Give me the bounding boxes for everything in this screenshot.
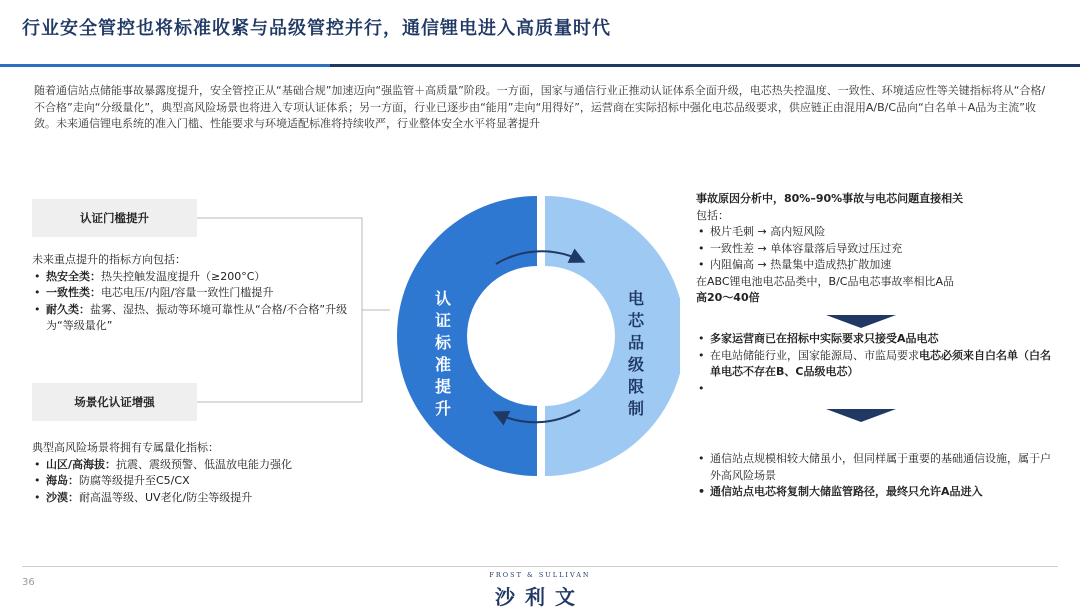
list-item: • 热安全类：热失控触发温度提升（≥200°C） xyxy=(32,269,367,286)
block-lead: 典型高风险场景将拥有专属量化指标： xyxy=(32,441,219,454)
block-heading: 事故原因分析中，80%–90%事故与电芯问题直接相关 xyxy=(696,192,964,205)
page-title: 行业安全管控也将标准收紧与品级管控并行，通信锂电进入高质量时代 xyxy=(22,18,611,39)
list-item: • 一致性差 → 单体容量落后导致过压过充 xyxy=(696,241,1056,258)
page-number: 36 xyxy=(22,577,35,588)
block-tail: 在ABC锂电池电芯品类中，B/C品电芯事故率相比A品 xyxy=(696,274,955,288)
list-item: • 极片毛刺 → 高内短风险 xyxy=(696,224,1056,241)
list-item: • 多家运营商已在招标中实际要求只接受A品电芯 xyxy=(696,331,1056,348)
list-item: • 内阻偏高 → 热量集中造成热扩散加速 xyxy=(696,257,1056,274)
scenario-cert-block xyxy=(32,440,367,506)
chevron-down-icon xyxy=(826,315,896,329)
chevron-down-icon xyxy=(826,409,896,423)
block-tail-bold: 高20～40倍 xyxy=(696,291,760,304)
list-item: • 沙漠：耐高温等级、UV老化/防尘等级提升 xyxy=(32,490,367,507)
ring-right-half xyxy=(545,196,680,476)
list-item: • 山区/高海拔：抗震、震级预警、低温放电能力强化 xyxy=(32,457,367,474)
list-item: • 通信站点电芯将复制大储监管路径，最终只允许A品进入 xyxy=(696,484,1056,501)
scenario-cert-tag: 场景化认证增强 xyxy=(32,383,197,421)
ring-left-label: 认 证 标 准 提 升 xyxy=(434,289,451,418)
list-item: • 耐久类：盐雾、湿热、振动等环境可靠性从“合格/不合格”升级为“等级量化” xyxy=(32,302,367,335)
ring-right-label: 电 芯 品 级 限 制 xyxy=(627,289,644,418)
operator-requirement-block xyxy=(696,331,1056,381)
telecom-site-block xyxy=(696,451,1056,501)
cert-threshold-tag: 认证门槛提升 xyxy=(32,199,197,237)
block-lead: 未来重点提升的指标方向包括： xyxy=(32,253,186,266)
footer-divider xyxy=(22,566,1058,567)
list-item: • 通信站点规模相较大储虽小，但同样属于重要的基础通信设施，属于户外高风险场景 xyxy=(696,451,1056,484)
list-item: • 在电站储能行业，国家能源局、市监局要求电芯必须来自白名单（白名单电芯不存在B、C品级电芯） xyxy=(696,348,1056,381)
brand-logo-text: FROST & SULLIVAN xyxy=(489,571,591,579)
cert-threshold-block xyxy=(32,252,367,335)
block-lead: 包括： xyxy=(696,208,729,222)
list-item: • 一致性类：电芯电压/内阻/容量一致性门槛提升 xyxy=(32,285,367,302)
list-item: • 海岛：防腐等级提升至C5/CX xyxy=(32,473,367,490)
brand-logo: 沙利文 xyxy=(495,585,585,609)
ring-left-half xyxy=(397,196,537,476)
accident-analysis-block xyxy=(696,191,1056,307)
intro-paragraph: 随着通信站点储能事故暴露度提升，安全管控正从“基础合规”加速迈向“强监管＋高质量”阶段。一方面，国家与通信行业正推动认证体系全面升级，电芯热失控温度、一致性、环境适应性等关键指标将从“合格/不合格”走向“分级量化”，典型高风险场景也将进入专项认证体系；另一方面，行业已逐步由“能用”走向“用得好”，运营商在实际招标中强化电芯品级要求，供应链正由混用A/B/C品向“白名单＋A品为主流”收敛。未来通信锂电系统的准入门槛、性能要求与环境适配标准将持续收严，行业整体安全水平将显著提升 xyxy=(34,84,1046,130)
